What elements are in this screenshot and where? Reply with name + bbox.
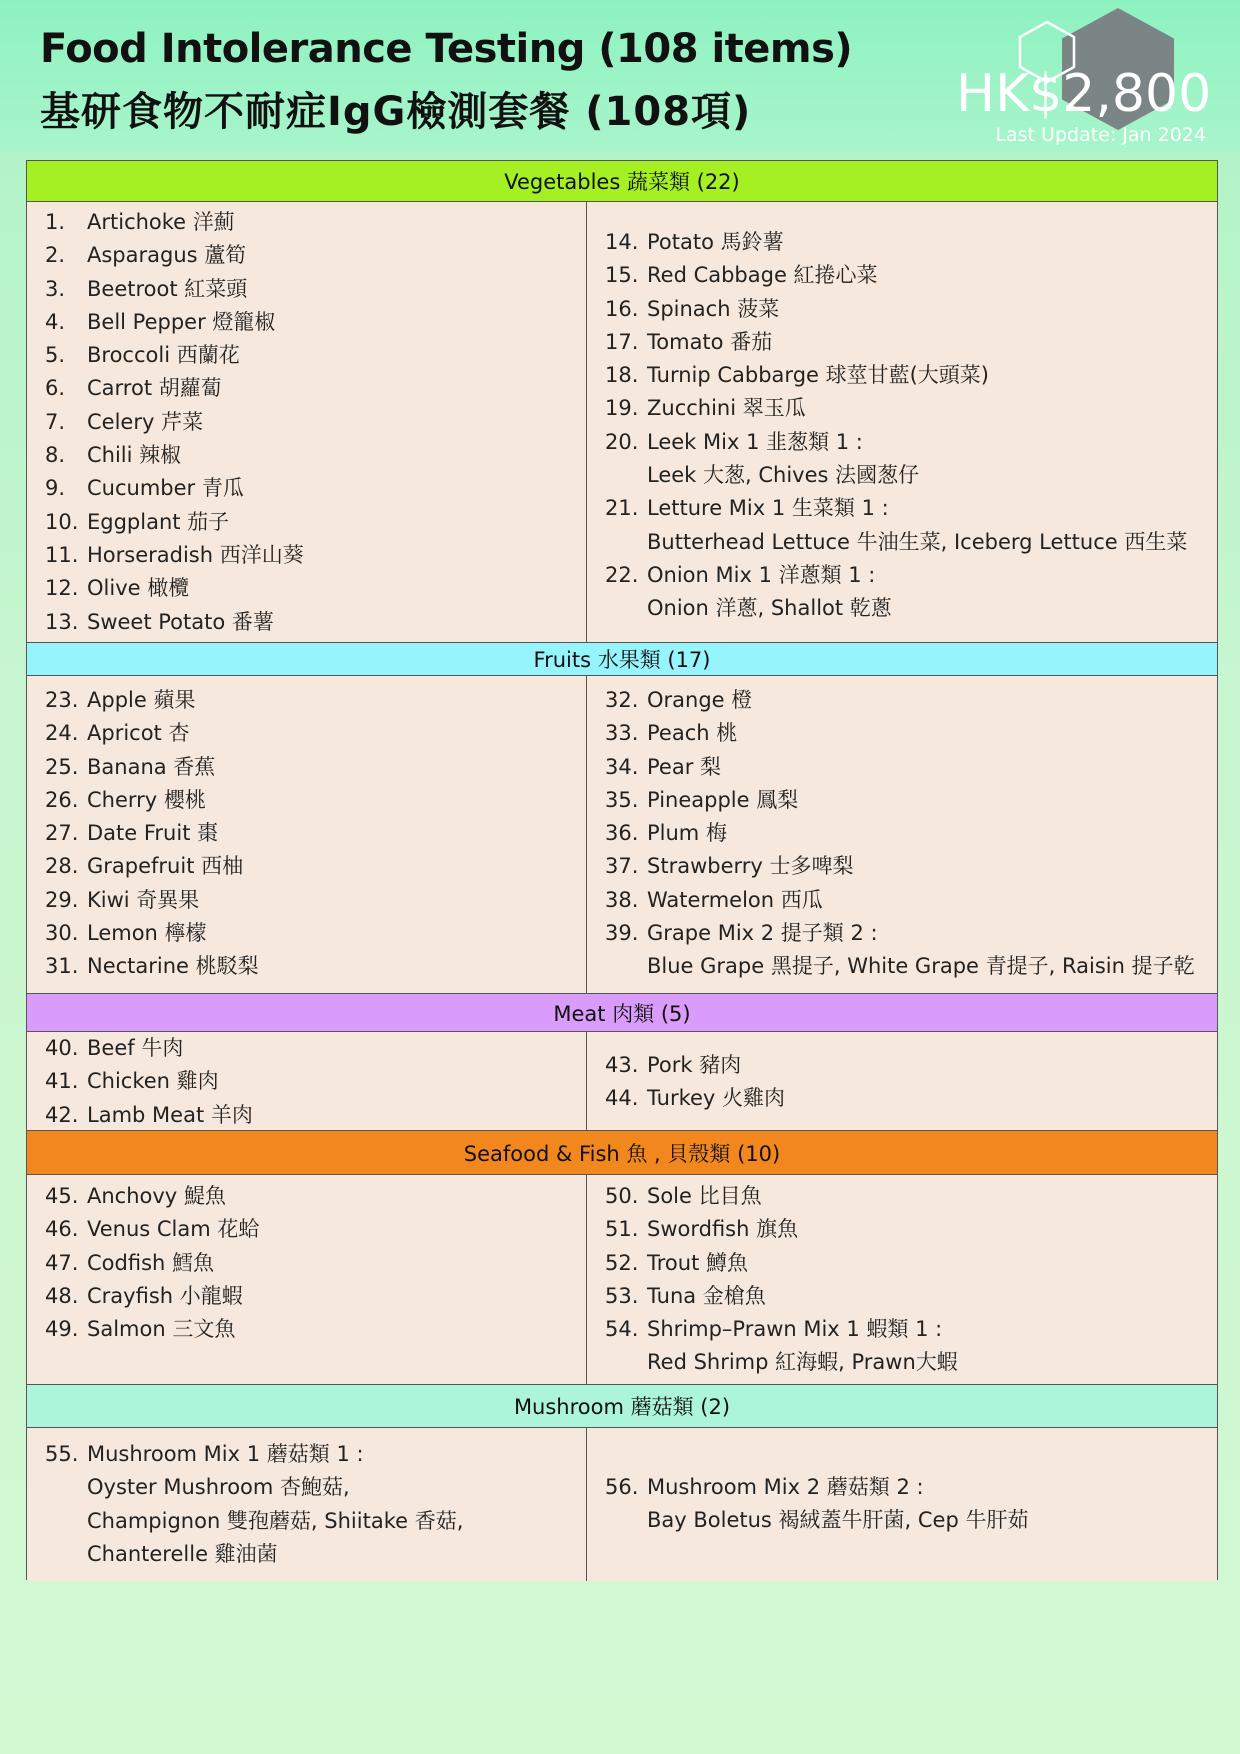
list-item: [45, 372, 578, 405]
title-chinese: 基研食物不耐症IgG檢測套餐 (108項): [40, 89, 752, 135]
list-item: [45, 751, 578, 784]
item-sub-label: Champignon 雙孢蘑菇, Shiitake 香菇,: [87, 1508, 464, 1533]
item-label: Onion Mix 1 洋蔥類 1 :: [647, 562, 876, 587]
column-right: [587, 202, 1217, 642]
food-items-table: [26, 160, 1218, 1580]
item-number: 53.: [605, 1283, 639, 1308]
item-label: Salmon 三文魚: [87, 1317, 236, 1342]
item-label: Crayfish 小龍蝦: [87, 1283, 243, 1308]
item-number: 15.: [605, 263, 639, 288]
item-label: Apple 蘋果: [87, 688, 196, 712]
item-label: Bell Pepper 燈籠椒: [87, 309, 276, 334]
list-item: [45, 1280, 578, 1313]
item-number: 38.: [605, 887, 639, 912]
item-sub-label: Bay Boletus 褐絨蓋牛肝菌, Cep 牛肝茹: [647, 1508, 1029, 1533]
header-banner: [0, 0, 1240, 152]
list-item: [605, 751, 1209, 784]
item-number: 3.: [45, 276, 66, 301]
item-number: 35.: [605, 787, 639, 812]
list-item: [605, 1082, 1209, 1115]
item-number: 1.: [45, 210, 66, 234]
item-sub-label: Onion 洋蔥, Shallot 乾蔥: [647, 596, 892, 621]
list-item: [45, 1247, 578, 1280]
item-number: 24.: [45, 721, 79, 746]
price-label: HK$2,800: [956, 64, 1212, 124]
item-number: 16.: [605, 296, 639, 321]
list-item: [605, 259, 1209, 292]
list-item: [45, 1213, 578, 1246]
item-number: 41.: [45, 1069, 79, 1094]
item-number: 54.: [605, 1317, 639, 1342]
item-label: Strawberry 士多啤梨: [647, 854, 854, 879]
item-number: 33.: [605, 721, 639, 746]
item-number: 27.: [45, 821, 79, 846]
item-label: Turnip Cabbarge 球莖甘藍(大頭菜): [647, 363, 989, 388]
item-number: 13.: [45, 609, 79, 634]
section-body-seafood: [27, 1175, 1217, 1385]
item-number: 8.: [45, 443, 66, 468]
list-item: [45, 539, 578, 572]
item-label: Cherry 櫻桃: [87, 787, 206, 812]
item-number: 50.: [605, 1184, 639, 1208]
list-item: [45, 917, 578, 950]
item-label: Orange 橙: [647, 688, 753, 712]
list-item: [605, 1471, 1209, 1538]
list-item: [45, 439, 578, 472]
item-number: 42.: [45, 1102, 79, 1127]
item-label: Date Fruit 棗: [87, 821, 219, 846]
item-number: 51.: [605, 1217, 639, 1242]
list-item: [45, 1180, 578, 1213]
list-item: [605, 359, 1209, 392]
item-number: 55.: [45, 1442, 79, 1466]
item-number: 7.: [45, 409, 66, 434]
item-label: Potato 馬鈴薯: [647, 230, 784, 254]
item-number: 46.: [45, 1217, 79, 1242]
item-label: Chili 辣椒: [87, 443, 182, 468]
item-sub-label: Red Shrimp 紅海蝦, Prawn大蝦: [647, 1350, 958, 1375]
list-item: [45, 884, 578, 917]
item-label: Celery 芹菜: [87, 409, 204, 434]
section-header-vegetables: [27, 161, 1217, 202]
item-number: 11.: [45, 542, 79, 567]
item-label: Letture Mix 1 生菜類 1 :: [647, 496, 889, 521]
item-number: 49.: [45, 1317, 79, 1342]
item-label: Peach 桃: [647, 721, 738, 746]
item-label: Chicken 雞肉: [87, 1069, 219, 1094]
item-number: 25.: [45, 754, 79, 779]
section-title: Fruits 水果類 (17): [533, 648, 711, 672]
item-label: Swordfish 旗魚: [647, 1217, 799, 1242]
item-label: Spinach 菠菜: [647, 296, 780, 321]
item-label: Tuna 金槍魚: [647, 1283, 766, 1308]
list-item: [605, 226, 1209, 259]
list-item: [605, 850, 1209, 883]
list-item: [605, 492, 1209, 559]
list-item: [605, 684, 1209, 717]
item-number: 32.: [605, 688, 639, 712]
list-item: [45, 339, 578, 372]
column-left: [27, 1032, 587, 1130]
list-item: [605, 884, 1209, 917]
item-label: Lamb Meat 羊肉: [87, 1102, 253, 1127]
list-item: [45, 206, 578, 239]
list-item: [45, 1032, 578, 1065]
column-left: [27, 676, 587, 993]
item-sub-label: Oyster Mushroom 杏鮑菇,: [87, 1475, 350, 1500]
list-item: [605, 1280, 1209, 1313]
section-header-meat: [27, 994, 1217, 1032]
item-label: Grape Mix 2 提子類 2 :: [647, 921, 878, 946]
item-number: 48.: [45, 1283, 79, 1308]
item-number: 22.: [605, 562, 639, 587]
list-item: [45, 506, 578, 539]
item-number: 19.: [605, 396, 639, 421]
list-item: [605, 293, 1209, 326]
item-number: 47.: [45, 1250, 79, 1275]
item-sub-label: Leek 大葱, Chives 法國葱仔: [647, 463, 920, 488]
item-number: 56.: [605, 1475, 639, 1499]
section-body-meat: [27, 1032, 1217, 1131]
item-label: Venus Clam 花蛤: [87, 1217, 260, 1242]
list-item: [45, 273, 578, 306]
section-title: Meat 肉類 (5): [553, 1001, 691, 1026]
item-label: Beef 牛肉: [87, 1036, 184, 1060]
column-right: [587, 1032, 1217, 1130]
section-header-mushroom: [27, 1385, 1217, 1428]
column-right: [587, 1175, 1217, 1384]
list-item: [605, 817, 1209, 850]
list-item: [45, 1438, 578, 1571]
section-title: Mushroom 蘑菇類 (2): [513, 1395, 731, 1419]
list-item: [45, 1065, 578, 1098]
item-number: 23.: [45, 688, 79, 712]
list-item: [605, 1180, 1209, 1213]
item-number: 37.: [605, 854, 639, 879]
item-label: Trout 鱒魚: [647, 1250, 748, 1275]
item-number: 18.: [605, 363, 639, 388]
column-left: [27, 1175, 587, 1384]
item-label: Banana 香蕉: [87, 754, 216, 779]
section-body-fruits: [27, 676, 1217, 994]
item-label: Anchovy 鯷魚: [87, 1184, 226, 1208]
list-item: [45, 606, 578, 639]
list-item: [45, 717, 578, 750]
item-number: 2.: [45, 243, 66, 268]
item-label: Pear 梨: [647, 754, 722, 779]
item-sub-label: Blue Grape 黑提子, White Grape 青提子, Raisin 提子乾: [647, 954, 1195, 979]
item-number: 4.: [45, 309, 66, 334]
section-body-vegetables: [27, 202, 1217, 643]
item-number: 34.: [605, 754, 639, 779]
item-label: Olive 橄欖: [87, 576, 190, 601]
section-title: Vegetables 蔬菜類 (22): [504, 170, 740, 194]
list-item: [45, 239, 578, 272]
item-number: 30.: [45, 921, 79, 946]
item-label: Apricot 杏: [87, 721, 190, 746]
item-label: Shrimp–Prawn Mix 1 蝦類 1 :: [647, 1317, 943, 1342]
item-sub-label: Chanterelle 雞油菌: [87, 1541, 278, 1566]
last-update-label: Last Update: Jan 2024: [995, 124, 1206, 146]
list-item: [45, 684, 578, 717]
list-item: [605, 559, 1209, 626]
item-label: Sweet Potato 番薯: [87, 609, 274, 634]
item-number: 9.: [45, 476, 66, 501]
list-item: [605, 784, 1209, 817]
column-left: [27, 1428, 587, 1581]
item-label: Lemon 檸檬: [87, 921, 207, 946]
item-number: 14.: [605, 230, 639, 254]
item-number: 43.: [605, 1053, 639, 1077]
item-label: Kiwi 奇異果: [87, 887, 200, 912]
item-number: 10.: [45, 509, 79, 534]
item-label: Mushroom Mix 1 蘑菇類 1 :: [87, 1442, 364, 1466]
item-label: Pineapple 鳳梨: [647, 787, 799, 812]
list-item: [605, 1247, 1209, 1280]
column-right: [587, 676, 1217, 993]
list-item: [45, 306, 578, 339]
section-body-mushroom: [27, 1428, 1217, 1581]
list-item: [45, 817, 578, 850]
item-number: 40.: [45, 1036, 79, 1060]
item-label: Mushroom Mix 2 蘑菇類 2 :: [647, 1475, 924, 1499]
column-left: [27, 202, 587, 642]
item-label: Watermelon 西瓜: [647, 887, 823, 912]
item-number: 31.: [45, 954, 79, 979]
list-item: [45, 1099, 578, 1132]
list-item: [605, 392, 1209, 425]
item-label: Grapefruit 西柚: [87, 854, 244, 879]
item-label: Beetroot 紅菜頭: [87, 276, 248, 301]
item-number: 21.: [605, 496, 639, 521]
item-number: 28.: [45, 854, 79, 879]
list-item: [605, 1049, 1209, 1082]
list-item: [605, 717, 1209, 750]
item-label: Carrot 胡蘿蔔: [87, 376, 222, 401]
item-label: Turkey 火雞肉: [647, 1086, 786, 1111]
item-label: Cucumber 青瓜: [87, 476, 244, 501]
item-number: 36.: [605, 821, 639, 846]
item-number: 29.: [45, 887, 79, 912]
item-number: 12.: [45, 576, 79, 601]
section-header-seafood: [27, 1131, 1217, 1175]
list-item: [45, 850, 578, 883]
section-title: Seafood & Fish 魚 , 貝殼類 (10): [463, 1141, 781, 1166]
column-right: [587, 1428, 1217, 1581]
item-number: 39.: [605, 921, 639, 946]
list-item: [45, 572, 578, 605]
list-item: [605, 326, 1209, 359]
list-item: [605, 1313, 1209, 1380]
item-number: 20.: [605, 429, 639, 454]
list-item: [45, 406, 578, 439]
list-item: [45, 472, 578, 505]
item-label: Horseradish 西洋山葵: [87, 542, 304, 567]
item-label: Zucchini 翠玉瓜: [647, 396, 806, 421]
item-number: 45.: [45, 1184, 79, 1208]
item-label: Red Cabbage 紅捲心菜: [647, 263, 878, 288]
item-label: Leek Mix 1 韭葱類 1 :: [647, 429, 863, 454]
item-number: 5.: [45, 343, 66, 368]
list-item: [605, 1213, 1209, 1246]
item-label: Pork 豬肉: [647, 1053, 742, 1077]
item-sub-label: Butterhead Lettuce 牛油生菜, Iceberg Lettuce 西生菜: [647, 529, 1188, 554]
title-english: Food Intolerance Testing (108 items): [40, 26, 853, 72]
item-label: Broccoli 西蘭花: [87, 343, 240, 368]
item-label: Eggplant 茄子: [87, 509, 230, 534]
item-number: 26.: [45, 787, 79, 812]
item-label: Sole 比目魚: [647, 1184, 762, 1208]
section-header-fruits: [27, 643, 1217, 676]
item-number: 52.: [605, 1250, 639, 1275]
list-item: [45, 950, 578, 983]
item-label: Artichoke 洋薊: [87, 210, 235, 234]
list-item: [605, 426, 1209, 493]
item-label: Tomato 番茄: [647, 329, 773, 354]
list-item: [605, 917, 1209, 984]
item-label: Nectarine 桃駁梨: [87, 954, 259, 979]
item-number: 17.: [605, 329, 639, 354]
item-label: Asparagus 蘆筍: [87, 243, 247, 268]
item-number: 44.: [605, 1086, 639, 1111]
list-item: [45, 784, 578, 817]
item-label: Codfish 鱈魚: [87, 1250, 214, 1275]
list-item: [45, 1313, 578, 1346]
item-number: 6.: [45, 376, 66, 401]
item-label: Plum 梅: [647, 821, 727, 846]
